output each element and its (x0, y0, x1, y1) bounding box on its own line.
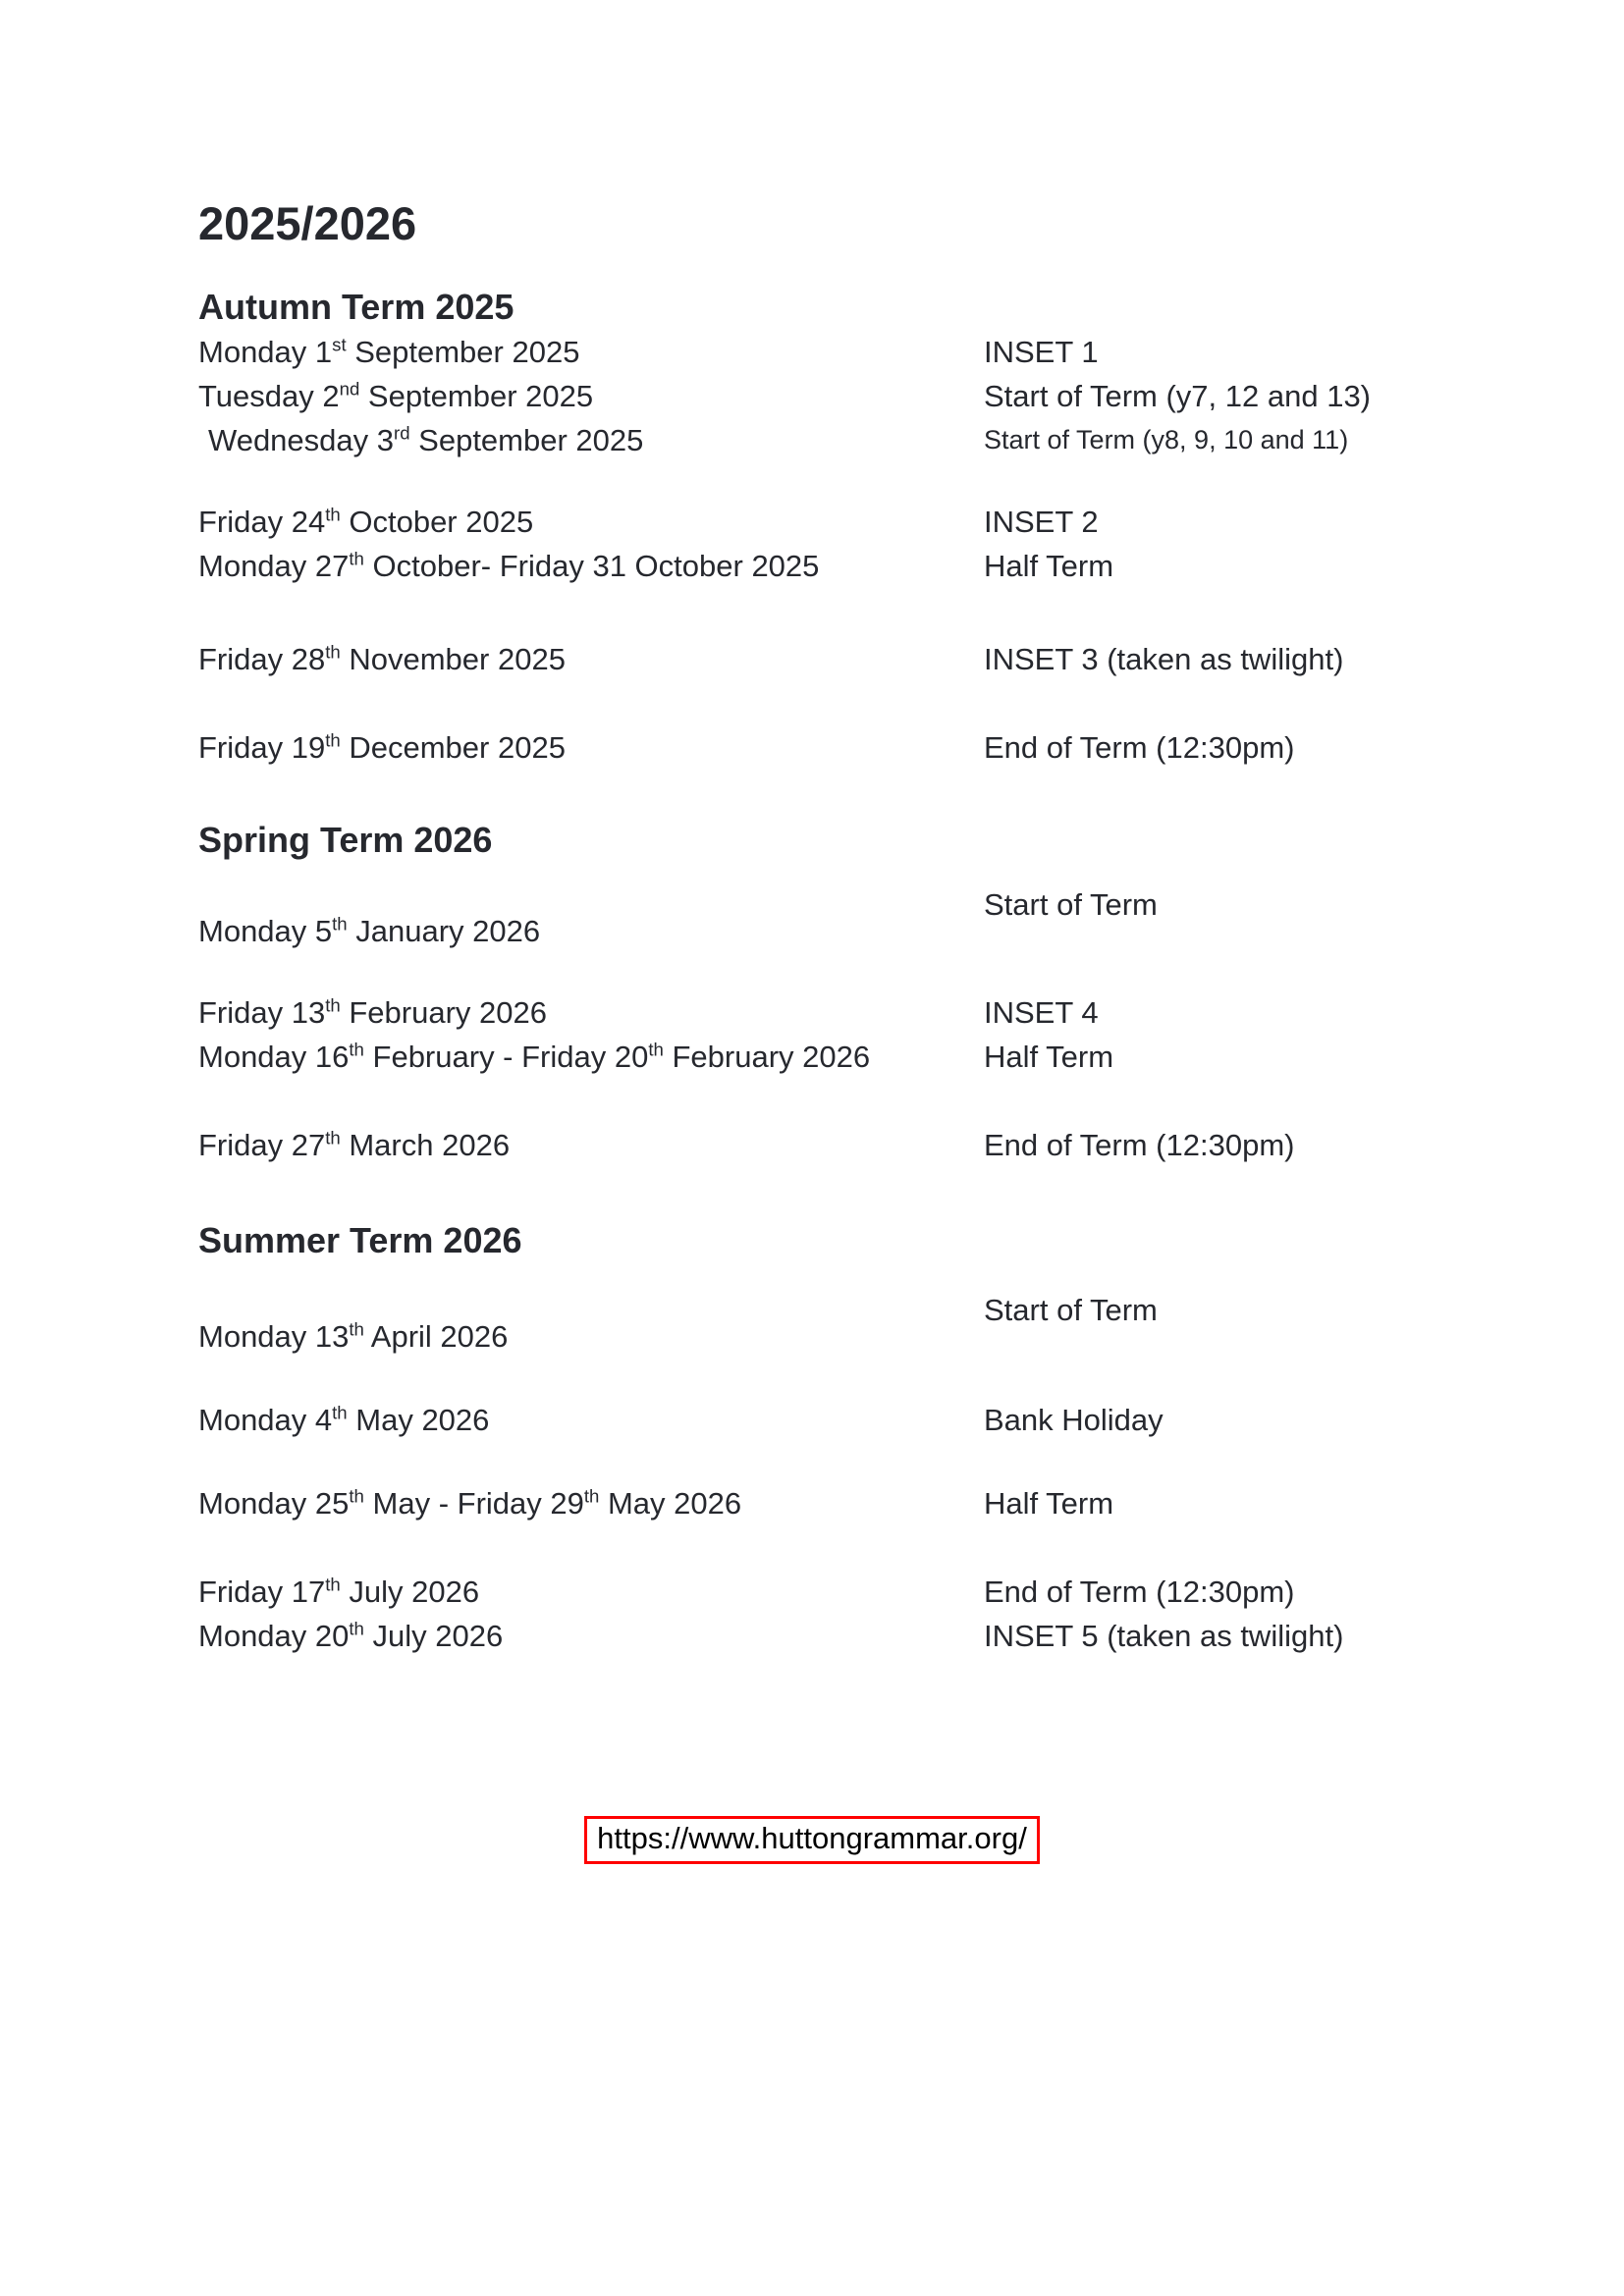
calendar-row (198, 1123, 1624, 1167)
ordinal-suffix: th (325, 1574, 341, 1595)
calendar-row (198, 374, 1624, 418)
ordinal-suffix: th (583, 1485, 600, 1507)
term-heading-autumn: Autumn Term 2025 (198, 287, 514, 327)
date-cell: Monday 20th July 2026 (198, 1618, 504, 1653)
calendar-row (198, 1293, 1624, 1359)
event-cell: INSET 1 (984, 335, 1099, 369)
calendar-row (198, 725, 1624, 770)
ordinal-suffix: th (332, 1402, 348, 1423)
date-cell: Friday 24th October 2025 (198, 504, 534, 539)
date-cell: Monday 5th January 2026 (198, 913, 541, 948)
ordinal-suffix: rd (394, 422, 410, 444)
event-cell: Half Term (984, 1040, 1114, 1074)
event-cell: End of Term (12:30pm) (984, 730, 1295, 765)
date-cell: Friday 19th December 2025 (198, 729, 566, 765)
ordinal-suffix: th (325, 994, 341, 1016)
date-cell: Friday 27th March 2026 (198, 1127, 511, 1162)
calendar-row (198, 500, 1624, 544)
ordinal-suffix: th (648, 1039, 664, 1060)
ordinal-suffix: th (325, 504, 341, 525)
term-section-summer (198, 1218, 1624, 1658)
event-cell: End of Term (12:30pm) (984, 1128, 1295, 1162)
calendar-row (198, 330, 1624, 374)
ordinal-suffix: th (325, 641, 341, 663)
ordinal-suffix: th (349, 1318, 364, 1340)
event-cell: INSET 5 (taken as twilight) (984, 1619, 1344, 1653)
date-cell: Monday 1st September 2025 (198, 334, 580, 369)
ordinal-suffix: th (325, 729, 341, 751)
date-cell: Tuesday 2nd September 2025 (198, 378, 594, 413)
date-cell: Friday 13th February 2026 (198, 994, 547, 1030)
event-cell: Half Term (984, 549, 1114, 583)
date-cell: Monday 4th May 2026 (198, 1402, 490, 1437)
ordinal-suffix: th (349, 1039, 364, 1060)
event-cell: INSET 3 (taken as twilight) (984, 642, 1344, 676)
term-heading-spring: Spring Term 2026 (198, 820, 493, 860)
event-cell: Half Term (984, 1486, 1114, 1521)
ordinal-suffix: th (349, 1618, 364, 1639)
date-cell: Wednesday 3rd September 2025 (208, 422, 644, 457)
term-section-spring (198, 818, 1624, 1167)
event-cell: Bank Holiday (984, 1403, 1164, 1437)
date-cell: Monday 27th October- Friday 31 October 2025 (198, 548, 820, 583)
calendar-row (198, 1481, 1624, 1525)
calendar-row (198, 544, 1624, 588)
event-cell: INSET 2 (984, 505, 1099, 539)
event-cell: Start of Term (984, 887, 1158, 922)
ordinal-suffix: th (325, 1127, 341, 1148)
date-cell: Monday 25th May - Friday 29th May 2026 (198, 1485, 742, 1521)
date-cell: Monday 13th April 2026 (198, 1318, 509, 1354)
website-link[interactable]: https://www.huttongrammar.org/ (584, 1816, 1040, 1864)
term-heading-summer: Summer Term 2026 (198, 1220, 522, 1260)
date-cell: Friday 17th July 2026 (198, 1574, 480, 1609)
ordinal-suffix: th (349, 548, 364, 569)
calendar-row (198, 418, 1624, 462)
event-cell: Start of Term (984, 1293, 1158, 1327)
event-cell: INSET 4 (984, 995, 1099, 1030)
calendar-row (198, 887, 1624, 953)
ordinal-suffix: nd (339, 378, 360, 400)
footer-link-row (0, 1816, 1624, 1864)
calendar-row (198, 990, 1624, 1035)
ordinal-suffix: st (332, 334, 347, 355)
calendar-row (198, 1398, 1624, 1442)
calendar-row (198, 1035, 1624, 1079)
ordinal-suffix: th (332, 913, 348, 934)
event-cell: Start of Term (y7, 12 and 13) (984, 379, 1372, 413)
date-cell: Monday 16th February - Friday 20th February 2026 (198, 1039, 871, 1074)
page-title: 2025/2026 (198, 197, 417, 249)
date-cell: Friday 28th November 2025 (198, 641, 566, 676)
term-section-autumn (198, 285, 1624, 770)
event-cell: Start of Term (y8, 9, 10 and 11) (984, 425, 1349, 454)
calendar-row (198, 1614, 1624, 1658)
event-cell: End of Term (12:30pm) (984, 1575, 1295, 1609)
term-sections (198, 285, 1624, 1658)
ordinal-suffix: th (349, 1485, 364, 1507)
calendar-row (198, 1570, 1624, 1614)
calendar-row (198, 637, 1624, 681)
